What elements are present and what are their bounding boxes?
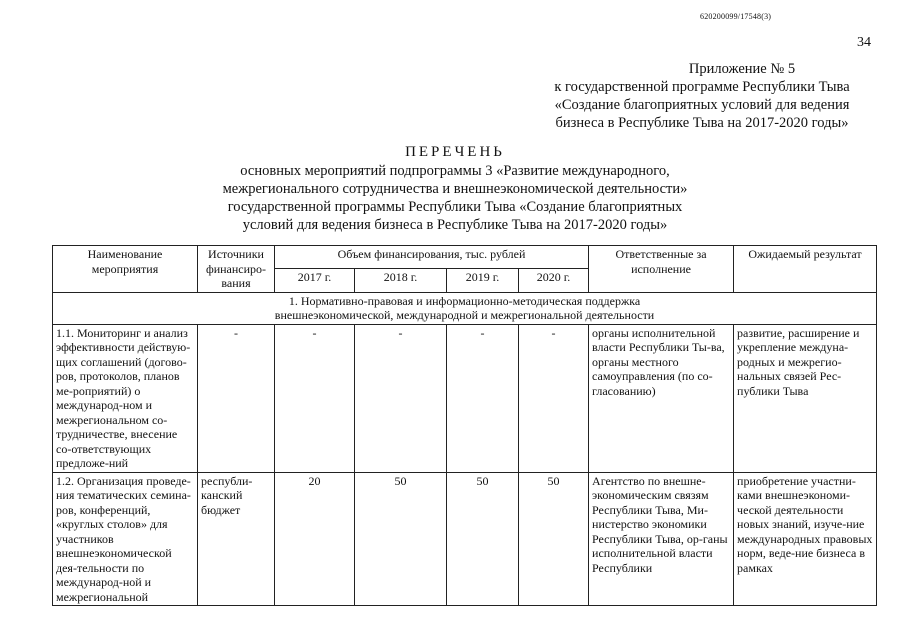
title-block xyxy=(190,143,720,234)
row-2018: - xyxy=(355,324,447,472)
row-2017: 20 xyxy=(275,472,355,606)
table-row xyxy=(53,324,877,472)
section-title xyxy=(53,292,877,324)
section-row xyxy=(53,292,877,324)
appendix-line-2: к государственной программе Республики Тыва xyxy=(554,79,850,95)
row-result: развитие, расширение и укрепление междуна-родных и межрегио-нальных связей Рес-публики Тыва xyxy=(734,324,877,472)
row-2018: 50 xyxy=(355,472,447,606)
title-line-2: межрегионального сотрудничества и внешнеэкономической деятельности» xyxy=(222,181,688,197)
table-row xyxy=(53,472,877,606)
col-header-2019: 2019 г. xyxy=(447,269,519,292)
col-header-2017: 2017 г. xyxy=(275,269,355,292)
col-header-2020: 2020 г. xyxy=(519,269,589,292)
row-source: республи-канский бюджет xyxy=(198,472,275,606)
appendix-line-3: «Создание благоприятных условий для ведения xyxy=(554,97,850,113)
appendix-line-1: Приложение № 5 xyxy=(688,61,796,77)
section-title-line-2: внешнеэкономической, международной и межрегиональной деятельности xyxy=(274,308,655,322)
title-heading: ПЕРЕЧЕНЬ xyxy=(405,144,505,160)
row-result: приобретение участни-ками внешнеэкономи-ческой деятельности новых знаний, изуче-ние международных правовых норм, веде-ние бизнеса в рамках xyxy=(734,472,877,606)
row-2019: - xyxy=(447,324,519,472)
row-responsible: органы исполнительной власти Республики Ты-ва, органы местного самоуправления (по со-гласованию) xyxy=(589,324,734,472)
col-header-2018: 2018 г. xyxy=(355,269,447,292)
row-name: 1.2. Организация проведе-ния тематических семина-ров, конференций, «круглых столов» для участников внешнеэкономической дея-тельности по международ-ной и межрегиональной xyxy=(53,472,198,606)
section-title-line-1: 1. Нормативно-правовая и информационно-методическая поддержка xyxy=(288,293,641,308)
row-responsible: Агентство по внешне-экономическим связям Республики Тыва, Ми-нистерство экономики Республики Тыва, ор-ганы исполнительной власти Республики xyxy=(589,472,734,606)
appendix-line-4: бизнеса в Республике Тыва на 2017-2020 годы» xyxy=(555,115,849,131)
col-header-volume: Объем финансирования, тыс. рублей xyxy=(275,246,589,269)
row-2019: 50 xyxy=(447,472,519,606)
title-line-4: условий для ведения бизнеса в Республике Тыва на 2017-2020 годы» xyxy=(242,217,668,233)
col-header-name: Наименование мероприятия xyxy=(53,246,198,293)
col-header-source: Источники финансиро-вания xyxy=(198,246,275,293)
appendix-block xyxy=(537,60,867,132)
col-header-result: Ожидаемый результат xyxy=(734,246,877,293)
row-source: - xyxy=(198,324,275,472)
row-2020: 50 xyxy=(519,472,589,606)
row-name: 1.1. Мониторинг и анализ эффективности действую-щих соглашений (догово-ров, протоколов, планов ме-роприятий) о международ-ном и межрегиональном со-трудничестве, внесение со-ответствующих предложе-ний xyxy=(53,324,198,472)
document-code: 620200099/17548(3) xyxy=(700,12,772,21)
title-line-3: государственной программы Республики Тыва «Создание благоприятных xyxy=(227,199,683,215)
header-row-1 xyxy=(53,246,877,269)
row-2020: - xyxy=(519,324,589,472)
col-header-responsible: Ответственные за исполнение xyxy=(589,246,734,293)
measures-table xyxy=(52,245,877,606)
row-2017: - xyxy=(275,324,355,472)
title-line-1: основных мероприятий подпрограммы 3 «Развитие международного, xyxy=(240,163,670,179)
page-number: 34 xyxy=(857,35,871,50)
